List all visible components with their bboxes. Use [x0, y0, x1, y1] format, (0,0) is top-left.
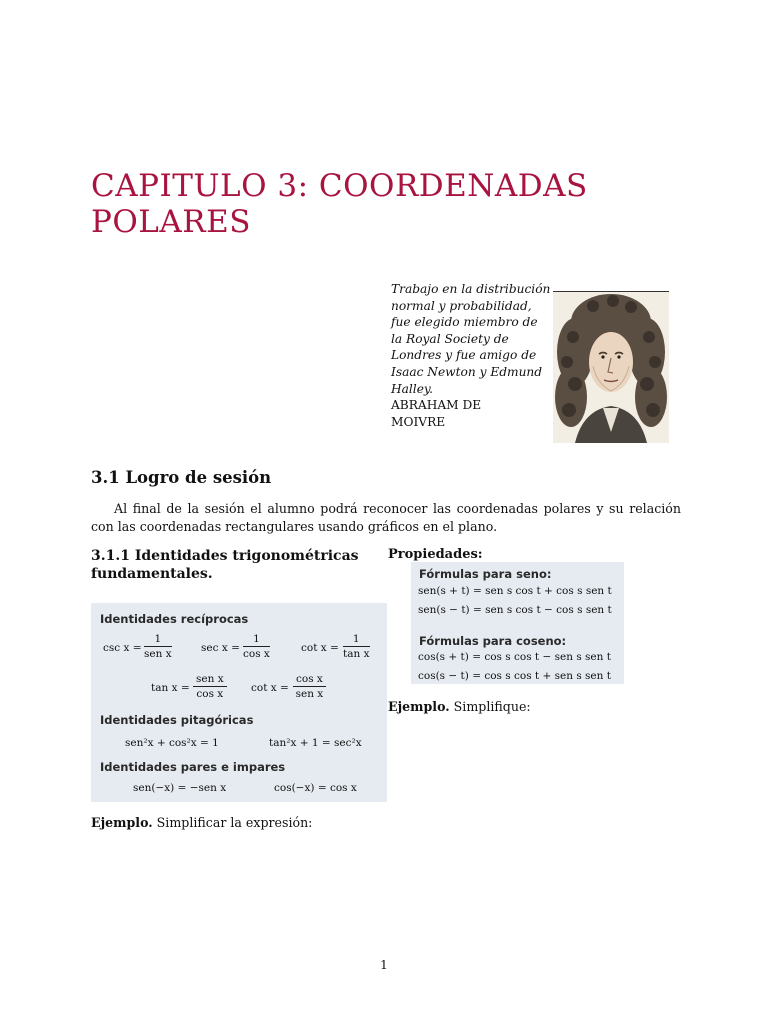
example-text: Simplificar la expresión: — [156, 815, 313, 830]
tan-denominator: cos x — [196, 688, 224, 700]
cosine-formulas-heading: Fórmulas para coseno: — [419, 634, 567, 648]
example-simplifique — [388, 699, 531, 714]
example-text: Simplifique: — [453, 699, 531, 714]
tan-identity-lhs: tan x = — [151, 682, 190, 694]
trig-identities-box — [91, 603, 387, 802]
sine-sum-formula: sen(s + t) = sen s cos t + cos s sen t — [418, 585, 612, 597]
sec-identity-fraction — [243, 633, 270, 660]
biography-name-line2: MOIVRE — [391, 414, 446, 429]
page-number: 1 — [380, 958, 388, 972]
pythagorean-identity-1: sen²x + cos²x = 1 — [125, 737, 219, 749]
parity-identity-sine: sen(−x) = −sen x — [133, 782, 227, 794]
section-title: 3.1 Logro de sesión — [91, 468, 272, 487]
properties-label: Propiedades: — [388, 547, 483, 562]
csc-identity-fraction — [144, 633, 172, 660]
chapter-title: CAPITULO 3: COORDENADAS POLARES — [91, 168, 588, 240]
csc-numerator: 1 — [144, 633, 172, 647]
sec-identity-lhs: sec x = — [201, 642, 240, 654]
sec-numerator: 1 — [243, 633, 270, 647]
parity-identity-cosine: cos(−x) = cos x — [274, 782, 357, 794]
section-paragraph: Al final de la sesión el alumno podrá reconocer las coordenadas polares y su relación con las coordenadas rectangulares usando gráficos en el plano. — [91, 501, 681, 534]
cot-quotient-identity-fraction — [293, 673, 326, 700]
example-label: Ejemplo. — [388, 699, 450, 714]
cot-quotient-denominator: sen x — [295, 688, 324, 700]
tan-numerator: sen x — [193, 673, 227, 687]
pythagorean-identity-2: tan²x + 1 = sec²x — [269, 737, 362, 749]
pythagorean-identities-heading: Identidades pitagóricas — [100, 713, 254, 727]
biography-name-line1: ABRAHAM DE — [391, 398, 482, 413]
cot-identity-fraction — [343, 633, 370, 660]
cot-quotient-numerator: cos x — [293, 673, 326, 687]
biography-caption — [391, 281, 551, 430]
cot-identity-lhs: cot x = — [301, 642, 339, 654]
sine-difference-formula: sen(s − t) = sen s cos t − cos s sen t — [418, 604, 612, 616]
example-label: Ejemplo. — [91, 815, 153, 830]
cosine-sum-formula: cos(s + t) = cos s cos t − sen s sen t — [418, 651, 611, 663]
csc-identity-lhs: csc x = — [103, 642, 142, 654]
subsection-title: 3.1.1 Identidades trigonométricas fundamentales. — [91, 548, 359, 582]
example-simplificar — [91, 815, 312, 830]
portrait-image — [553, 291, 669, 443]
cot-quotient-identity-lhs: cot x = — [251, 682, 289, 694]
parity-identities-heading: Identidades pares e impares — [100, 760, 286, 774]
biography-text: Trabajo en la distribución normal y probabilidad, fue elegido miembro de la Royal Society de Londres y fue amigo de Isaac Newton y Edmund Halley. — [391, 282, 551, 396]
cot-numerator: 1 — [343, 633, 370, 647]
sec-denominator: cos x — [243, 648, 270, 660]
sine-formulas-heading: Fórmulas para seno: — [419, 567, 552, 581]
portrait-illustration — [553, 292, 669, 443]
cot-denominator: tan x — [343, 648, 370, 660]
tan-identity-fraction — [193, 673, 227, 700]
sum-difference-formulas-box — [411, 562, 624, 684]
reciprocal-identities-heading: Identidades recíprocas — [100, 612, 249, 626]
cosine-difference-formula: cos(s − t) = cos s cos t + sen s sen t — [418, 670, 611, 682]
csc-denominator: sen x — [144, 648, 172, 660]
